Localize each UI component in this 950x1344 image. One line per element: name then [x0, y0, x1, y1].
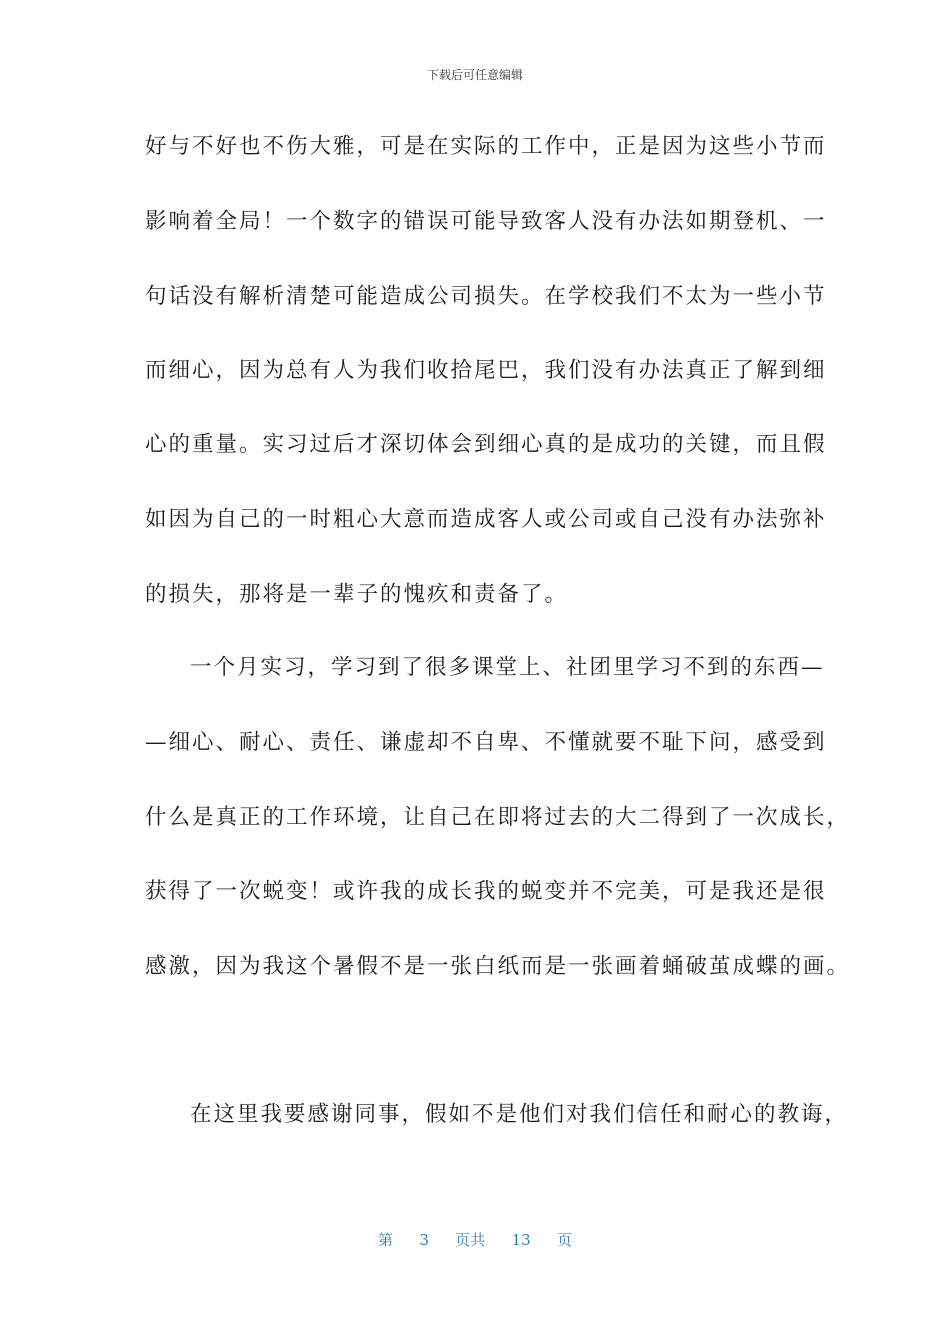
total-pages: 13	[511, 1231, 531, 1249]
page-header: 下载后可任意编辑	[426, 68, 523, 82]
text-line: 好与不好也不伤大雅，可是在实际的工作中，正是因为这些小节而	[145, 134, 827, 159]
text-line: 感激，因为我这个暑假不是一张白纸而是一张画着蛹破茧成蝶的画。	[145, 954, 851, 979]
text-line: 影响着全局！一个数字的错误可能导致客人没有办法如期登机、一	[145, 209, 827, 234]
text-line: 句话没有解析清楚可能造成公司损失。在学校我们不太为一些小节	[145, 284, 827, 309]
page-middle: 页共	[455, 1231, 486, 1249]
text-line: 如因为自己的一时粗心大意而造成客人或公司或自己没有办法弥补	[145, 507, 827, 532]
text-line: 在这里我要感谢同事，假如不是他们对我们信任和耐心的教诲，	[190, 1102, 849, 1127]
text-line: 的损失，那将是一辈子的愧疚和责备了。	[145, 582, 569, 607]
text-line: 心的重量。实习过后才深切体会到细心真的是成功的关键，而且假	[145, 432, 827, 457]
text-line: 而细心，因为总有人为我们收拾尾巴，我们没有办法真正了解到细	[145, 358, 827, 383]
text-line: 什么是真正的工作环境，让自己在即将过去的大二得到了一次成长，	[145, 805, 851, 830]
text-line: —细心、耐心、责任、谦虚却不自卑、不懂就要不耻下问，感受到	[145, 730, 827, 755]
current-page: 3	[419, 1231, 429, 1249]
page-prefix: 第	[377, 1231, 393, 1249]
text-line: 获得了一次蜕变！或许我的成长我的蜕变并不完美，可是我还是很	[145, 879, 827, 904]
page-suffix: 页	[557, 1231, 573, 1249]
text-line: 一个月实习，学习到了很多课堂上、社团里学习不到的东西—	[190, 655, 825, 680]
page-footer	[0, 1229, 950, 1250]
